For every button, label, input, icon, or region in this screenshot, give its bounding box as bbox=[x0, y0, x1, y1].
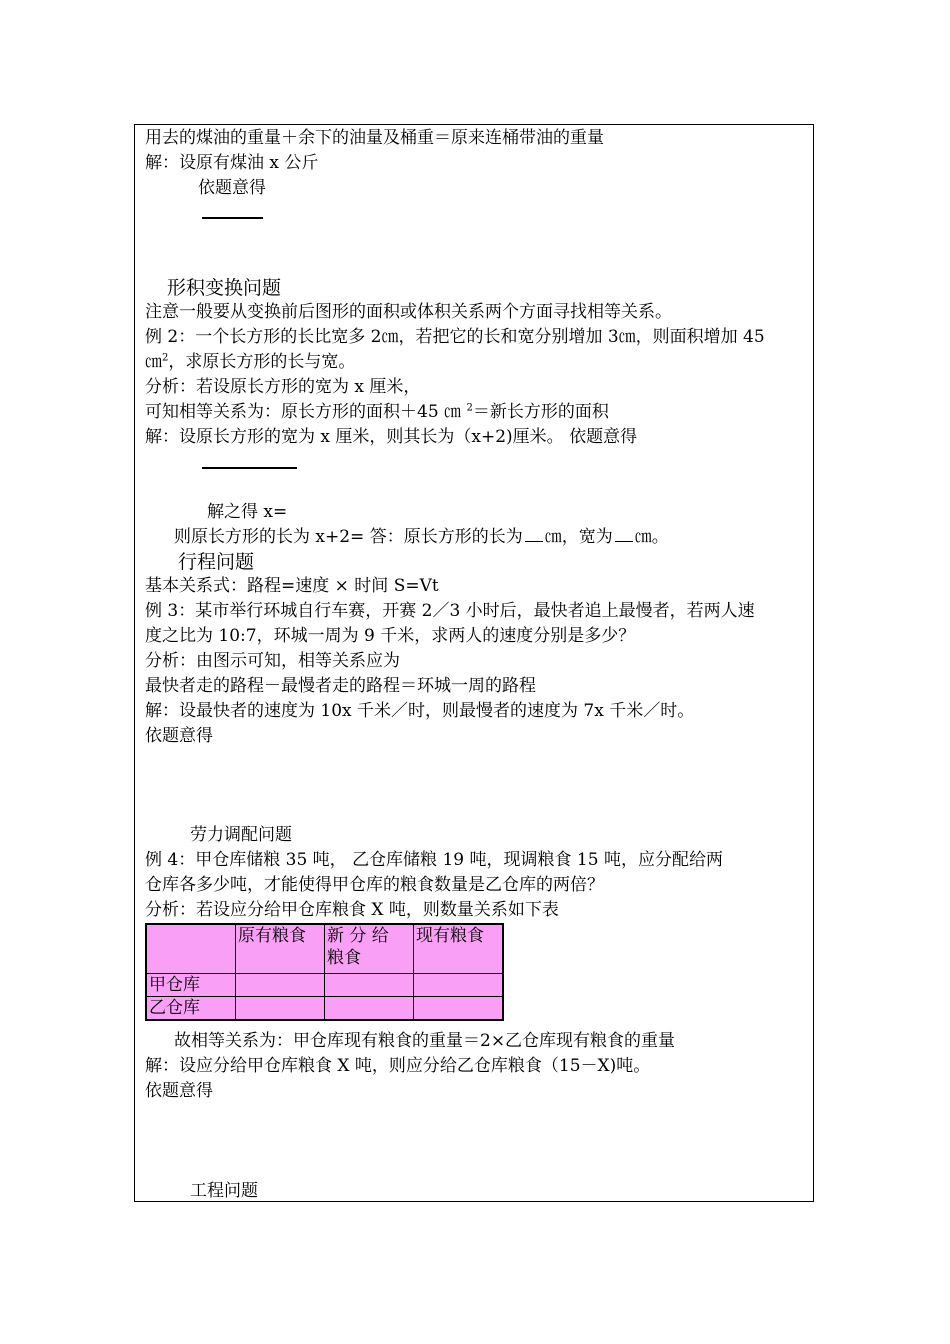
section-heading: 行程问题 bbox=[178, 551, 255, 573]
table-cell bbox=[236, 974, 325, 997]
text-line: 解之得 x= bbox=[207, 502, 288, 522]
text-line: 可知相等关系为：原长方形的面积＋45 ㎝ $^2$＝新长方形的面积 bbox=[145, 402, 609, 422]
text-line: 分析：由图示可知，相等关系应为 bbox=[145, 651, 400, 671]
text-line: 则原长方形的长为 x+2= 答：原长方形的长为 ㎝，宽为 ㎝。 bbox=[174, 527, 669, 547]
table-cell bbox=[414, 997, 504, 1021]
text-line: 注意一般要从变换前后图形的面积或体积关系两个方面寻找相等关系。 bbox=[145, 302, 672, 322]
text-line: 仓库各多少吨，才能使得甲仓库的粮食数量是乙仓库的两倍？ bbox=[145, 875, 604, 895]
section-heading: 劳力调配问题 bbox=[190, 825, 292, 845]
text-line: 依题意得 bbox=[145, 1081, 213, 1101]
table-cell: 甲仓库 bbox=[146, 974, 236, 997]
table-row bbox=[146, 974, 503, 997]
table-header-cell: 原有粮食 bbox=[236, 924, 325, 974]
text-line: 分析：若设应分给甲仓库粮食 X 吨，则数量关系如下表 bbox=[145, 900, 559, 920]
text-line: ㎝$^2$，求原长方形的长与宽。 bbox=[145, 352, 356, 372]
answer-blank bbox=[615, 527, 633, 542]
text-line: 依题意得 bbox=[198, 178, 266, 198]
text-line: 最快者走的路程－最慢者走的路程＝环城一周的路程 bbox=[145, 676, 536, 696]
table-header-cell: 现有粮食 bbox=[414, 924, 504, 974]
text-line: 分析：若设原长方形的宽为 x 厘米， bbox=[145, 377, 421, 397]
text-line: 例 2：一个长方形的长比宽多 2㎝，若把它的长和宽分别增加 3㎝，则面积增加 45 bbox=[145, 327, 765, 347]
answer-blank-line bbox=[202, 217, 263, 219]
text-line: 度之比为 10:7，环城一周为 9 千米，求两人的速度分别是多少？ bbox=[145, 626, 636, 646]
grain-table bbox=[145, 923, 504, 1021]
text-line: 解：设最快者的速度为 10x 千米／时，则最慢者的速度为 7x 千米／时。 bbox=[145, 701, 695, 721]
text-line: 解：设原长方形的宽为 x 厘米，则其长为（x+2)厘米。 依题意得 bbox=[145, 427, 638, 447]
table-row bbox=[146, 997, 503, 1021]
table-header-cell bbox=[146, 924, 236, 974]
text-line: 用去的煤油的重量＋余下的油量及桶重＝原来连桶带油的重量 bbox=[145, 128, 604, 148]
table-cell bbox=[325, 974, 414, 997]
table-cell bbox=[325, 997, 414, 1021]
table-cell: 乙仓库 bbox=[146, 997, 236, 1021]
text-line: 例 4：甲仓库储粮 35 吨， 乙仓库储粮 19 吨，现调粮食 15 吨，应分配给两 bbox=[145, 850, 723, 870]
text-line: 故相等关系为：甲仓库现有粮食的重量＝2×乙仓库现有粮食的重量 bbox=[174, 1031, 676, 1051]
answer-blank bbox=[525, 527, 543, 542]
table-cell bbox=[236, 997, 325, 1021]
table-header-row bbox=[146, 924, 503, 974]
text-line: 基本关系式：路程=速度 × 时间 S=Vt bbox=[145, 576, 439, 596]
text-line: 依题意得 bbox=[145, 726, 213, 746]
section-heading: 工程问题 bbox=[190, 1181, 258, 1201]
table-cell bbox=[414, 974, 504, 997]
text-line: 例 3：某市举行环城自行车赛，开赛 2／3 小时后，最快者追上最慢者，若两人速 bbox=[145, 601, 755, 621]
answer-blank-line bbox=[202, 467, 297, 469]
table-header-cell: 新 分 给 粮食 bbox=[325, 924, 414, 974]
text-line: 解：设应分给甲仓库粮食 X 吨，则应分给乙仓库粮食（15－X)吨。 bbox=[145, 1056, 651, 1076]
text-line: 解：设原有煤油 x 公斤 bbox=[145, 153, 319, 173]
section-heading: 形积变换问题 bbox=[167, 277, 282, 299]
